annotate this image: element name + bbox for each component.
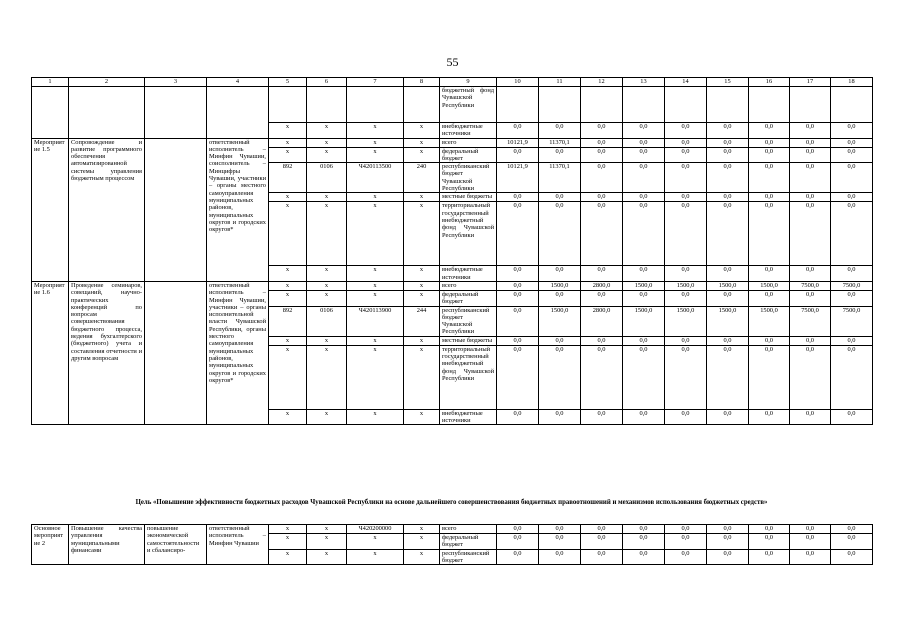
table-cell [145, 87, 207, 139]
source-cell: внебюджетные источники [440, 123, 497, 139]
table-cell: x [404, 123, 440, 139]
table-row [32, 87, 873, 123]
table-cell: x [404, 281, 440, 290]
value-cell: 7500,0 [790, 281, 831, 290]
table-cell [749, 87, 790, 123]
value-cell: 0,0 [539, 336, 581, 345]
value-cell: 0,0 [831, 549, 873, 565]
value-cell: 0,0 [623, 525, 665, 534]
table-cell [831, 87, 873, 123]
table-cell [269, 87, 307, 123]
value-cell: 0,0 [623, 266, 665, 282]
value-cell: 11370,1 [539, 163, 581, 193]
table-cell: x [269, 409, 307, 425]
table-cell: x [269, 202, 307, 266]
measure-name: Сопровождение и развитие программного обеспечения автоматизированной системы управления бюджетным процессом [69, 138, 145, 281]
source-cell: республиканский бюджет [440, 549, 497, 565]
value-cell: 0,0 [749, 290, 790, 306]
value-cell: 0,0 [749, 534, 790, 550]
value-cell: 0,0 [581, 123, 623, 139]
value-cell: 0,0 [831, 290, 873, 306]
table-cell [665, 87, 707, 123]
column-number: 15 [707, 78, 749, 87]
source-cell: федеральный бюджет [440, 290, 497, 306]
table-cell: x [404, 525, 440, 534]
table-cell: x [307, 147, 347, 163]
value-cell: 0,0 [831, 409, 873, 425]
value-cell: 0,0 [707, 147, 749, 163]
value-cell: 0,0 [539, 147, 581, 163]
value-cell: 1500,0 [665, 306, 707, 336]
measure-code: Мероприятие 1.5 [32, 138, 69, 281]
table-cell: x [307, 549, 347, 565]
value-cell: 0,0 [581, 193, 623, 202]
value-cell: 0,0 [581, 202, 623, 266]
value-cell: 0,0 [831, 525, 873, 534]
table-cell: x [404, 290, 440, 306]
measure-executor: ответственный исполнитель – Минфин Чувашии, соисполнитель – Минцифры Чувашии, участники – органы местного самоуправления муниципальных районов, муниципальных округов и городских округов* [207, 138, 269, 281]
value-cell: 0,0 [831, 123, 873, 139]
value-cell: 1500,0 [707, 306, 749, 336]
table-cell: x [404, 549, 440, 565]
column-number: 1 [32, 78, 69, 87]
column-number: 12 [581, 78, 623, 87]
value-cell: 0,0 [497, 345, 539, 409]
source-cell: внебюджетные источники [440, 409, 497, 425]
table-cell: x [404, 147, 440, 163]
value-cell: 0,0 [749, 193, 790, 202]
value-cell: 0,0 [707, 525, 749, 534]
table-cell: x [269, 193, 307, 202]
value-cell: 1500,0 [665, 281, 707, 290]
table-cell: x [404, 193, 440, 202]
table-cell [207, 87, 269, 139]
table-cell: x [307, 290, 347, 306]
table-cell: x [347, 123, 404, 139]
value-cell: 0,0 [581, 138, 623, 147]
table-cell: x [404, 202, 440, 266]
value-cell: 0,0 [749, 525, 790, 534]
table-cell: x [269, 123, 307, 139]
header-row [32, 78, 873, 87]
value-cell: 0,0 [665, 266, 707, 282]
table-cell: x [404, 266, 440, 282]
source-cell: внебюджетные источники [440, 266, 497, 282]
value-cell: 0,0 [790, 193, 831, 202]
source-cell: всего [440, 138, 497, 147]
value-cell: 0,0 [831, 147, 873, 163]
value-cell: 0,0 [581, 290, 623, 306]
value-cell: 0,0 [707, 345, 749, 409]
goal-heading: Цель «Повышение эффективности бюджетных расходов Чувашской Республики на основе дальнейшего совершенствования бюджетных правоотношений и механизмов использования бюджетных средств» [135, 499, 768, 506]
value-cell: 1500,0 [623, 281, 665, 290]
value-cell: 0,0 [749, 202, 790, 266]
table-cell: x [269, 345, 307, 409]
value-cell: 0,0 [707, 336, 749, 345]
value-cell: 0,0 [665, 525, 707, 534]
budget-table-goal [31, 524, 873, 565]
value-cell: 0,0 [539, 409, 581, 425]
source-cell: федеральный бюджет [440, 534, 497, 550]
table-cell [404, 87, 440, 123]
value-cell: 0,0 [497, 534, 539, 550]
value-cell: 0,0 [831, 336, 873, 345]
table-cell: x [404, 138, 440, 147]
column-number: 7 [347, 78, 404, 87]
value-cell: 10121,9 [497, 138, 539, 147]
source-cell: местные бюджеты [440, 193, 497, 202]
value-cell: 0,0 [707, 163, 749, 193]
value-cell: 0,0 [539, 290, 581, 306]
value-cell: 0,0 [497, 290, 539, 306]
column-number: 17 [790, 78, 831, 87]
table-cell: x [307, 336, 347, 345]
table-cell: 892 [269, 163, 307, 193]
value-cell: 0,0 [581, 549, 623, 565]
table-cell [32, 87, 69, 139]
table-cell: x [347, 202, 404, 266]
value-cell: 0,0 [539, 525, 581, 534]
value-cell: 0,0 [665, 409, 707, 425]
table-cell: Ч420113900 [347, 306, 404, 336]
table-cell: x [307, 138, 347, 147]
value-cell: 0,0 [790, 409, 831, 425]
table-cell: x [404, 345, 440, 409]
table-row [32, 281, 873, 290]
value-cell: 0,0 [707, 138, 749, 147]
value-cell: 0,0 [749, 147, 790, 163]
value-cell: 1500,0 [539, 306, 581, 336]
column-number: 18 [831, 78, 873, 87]
value-cell: 0,0 [623, 409, 665, 425]
value-cell: 0,0 [831, 138, 873, 147]
value-cell: 0,0 [665, 534, 707, 550]
value-cell: 0,0 [623, 290, 665, 306]
column-number: 6 [307, 78, 347, 87]
column-number: 3 [145, 78, 207, 87]
value-cell: 0,0 [790, 549, 831, 565]
column-number: 10 [497, 78, 539, 87]
table-cell: x [269, 147, 307, 163]
value-cell: 0,0 [831, 193, 873, 202]
value-cell: 0,0 [581, 163, 623, 193]
value-cell: 0,0 [623, 534, 665, 550]
table-cell: Ч420113500 [347, 163, 404, 193]
value-cell: 2800,0 [581, 281, 623, 290]
table-cell [623, 87, 665, 123]
source-cell: федеральный бюджет [440, 147, 497, 163]
value-cell: 0,0 [497, 281, 539, 290]
table-cell: x [347, 409, 404, 425]
value-cell: 0,0 [749, 409, 790, 425]
value-cell: 1500,0 [707, 281, 749, 290]
value-cell: 2800,0 [581, 306, 623, 336]
value-cell: 1500,0 [749, 306, 790, 336]
value-cell: 0,0 [749, 123, 790, 139]
value-cell: 0,0 [665, 290, 707, 306]
table-cell [307, 87, 347, 123]
value-cell: 0,0 [665, 202, 707, 266]
source-cell: бюджетный фонд Чувашской Республики [440, 87, 497, 123]
table-cell: x [347, 336, 404, 345]
measure-target [145, 281, 207, 424]
value-cell: 0,0 [539, 266, 581, 282]
value-cell: 0,0 [665, 123, 707, 139]
value-cell: 0,0 [707, 202, 749, 266]
table-cell: 244 [404, 306, 440, 336]
value-cell: 0,0 [539, 345, 581, 409]
source-cell: местные бюджеты [440, 336, 497, 345]
column-number: 11 [539, 78, 581, 87]
value-cell: 0,0 [749, 336, 790, 345]
table-cell: x [269, 534, 307, 550]
value-cell: 0,0 [707, 534, 749, 550]
value-cell: 0,0 [790, 202, 831, 266]
value-cell: 0,0 [539, 534, 581, 550]
value-cell: 0,0 [623, 336, 665, 345]
source-cell: территориальный государственный внебюджетный фонд Чувашской Республики [440, 202, 497, 266]
value-cell: 0,0 [665, 345, 707, 409]
value-cell: 0,0 [790, 534, 831, 550]
value-cell: 0,0 [749, 138, 790, 147]
table-cell: x [269, 336, 307, 345]
value-cell: 0,0 [665, 549, 707, 565]
value-cell: 0,0 [790, 336, 831, 345]
value-cell: 0,0 [707, 193, 749, 202]
value-cell: 0,0 [790, 290, 831, 306]
value-cell: 7500,0 [790, 306, 831, 336]
value-cell: 0,0 [497, 193, 539, 202]
value-cell: 0,0 [539, 549, 581, 565]
value-cell: 0,0 [749, 266, 790, 282]
table-cell [497, 87, 539, 123]
source-cell: всего [440, 281, 497, 290]
table-cell: x [347, 138, 404, 147]
table-cell: 892 [269, 306, 307, 336]
column-number: 2 [69, 78, 145, 87]
value-cell: 0,0 [581, 534, 623, 550]
column-number: 5 [269, 78, 307, 87]
table-cell: x [307, 202, 347, 266]
value-cell: 0,0 [707, 409, 749, 425]
measure-name: Проведение семинаров, совещаний, научно-практических конференций по вопросам совершенствования бюджетного процесса, ведения бухгалтерского (бюджетного) учета и составления отчетности и другим вопросам [69, 281, 145, 424]
value-cell: 0,0 [665, 163, 707, 193]
table-cell: x [404, 336, 440, 345]
value-cell: 1500,0 [539, 281, 581, 290]
value-cell: 0,0 [497, 525, 539, 534]
table-cell [581, 87, 623, 123]
measure-code: Мероприятие 1.6 [32, 281, 69, 424]
table-cell: x [347, 266, 404, 282]
table-cell: 0106 [307, 306, 347, 336]
value-cell: 0,0 [581, 409, 623, 425]
value-cell: 0,0 [497, 306, 539, 336]
value-cell: 0,0 [497, 409, 539, 425]
value-cell: 0,0 [790, 163, 831, 193]
value-cell: 0,0 [831, 534, 873, 550]
value-cell: 0,0 [790, 147, 831, 163]
table-cell: x [347, 290, 404, 306]
value-cell: 1500,0 [623, 306, 665, 336]
value-cell: 0,0 [749, 345, 790, 409]
table-cell: x [307, 281, 347, 290]
column-number: 14 [665, 78, 707, 87]
table-cell: x [347, 345, 404, 409]
value-cell: 0,0 [581, 345, 623, 409]
value-cell: 0,0 [749, 163, 790, 193]
source-cell: всего [440, 525, 497, 534]
value-cell: 0,0 [497, 202, 539, 266]
table-cell: x [404, 534, 440, 550]
value-cell: 0,0 [497, 266, 539, 282]
value-cell: 0,0 [665, 336, 707, 345]
value-cell: 0,0 [581, 147, 623, 163]
column-number: 9 [440, 78, 497, 87]
table-cell: x [307, 193, 347, 202]
value-cell: 1500,0 [749, 281, 790, 290]
table-cell: x [307, 534, 347, 550]
page-number: 55 [446, 55, 459, 69]
value-cell: 0,0 [665, 138, 707, 147]
value-cell: 0,0 [497, 549, 539, 565]
value-cell: 0,0 [665, 147, 707, 163]
value-cell: 0,0 [707, 549, 749, 565]
table-cell: x [269, 138, 307, 147]
value-cell: 0,0 [790, 266, 831, 282]
table-cell: x [307, 345, 347, 409]
value-cell: 0,0 [539, 123, 581, 139]
value-cell: 11370,1 [539, 138, 581, 147]
column-number: 16 [749, 78, 790, 87]
table-cell: x [347, 193, 404, 202]
table-cell: x [307, 525, 347, 534]
table-row [32, 138, 873, 147]
table-row [32, 525, 873, 534]
table-cell: x [269, 290, 307, 306]
value-cell: 10121,9 [497, 163, 539, 193]
table-cell: x [347, 549, 404, 565]
value-cell: 7500,0 [831, 281, 873, 290]
source-cell: республиканский бюджет Чувашской Республики [440, 163, 497, 193]
value-cell: 0,0 [581, 525, 623, 534]
table-cell: x [404, 409, 440, 425]
column-number: 8 [404, 78, 440, 87]
value-cell: 0,0 [623, 163, 665, 193]
value-cell: 7500,0 [831, 306, 873, 336]
value-cell: 0,0 [831, 345, 873, 409]
value-cell: 0,0 [623, 193, 665, 202]
value-cell: 0,0 [623, 549, 665, 565]
table-cell: x [347, 534, 404, 550]
measure-target [145, 138, 207, 281]
source-cell: республиканский бюджет Чувашской Республики [440, 306, 497, 336]
value-cell: 0,0 [790, 525, 831, 534]
value-cell: 0,0 [790, 345, 831, 409]
measure-code: Основное мероприятие 2 [32, 525, 69, 565]
value-cell: 0,0 [707, 290, 749, 306]
table-cell [707, 87, 749, 123]
value-cell: 0,0 [749, 549, 790, 565]
table-cell [790, 87, 831, 123]
value-cell: 0,0 [623, 345, 665, 409]
table-cell: Ч420200000 [347, 525, 404, 534]
table-cell: x [307, 409, 347, 425]
value-cell: 0,0 [831, 266, 873, 282]
value-cell: 0,0 [790, 138, 831, 147]
value-cell: 0,0 [665, 193, 707, 202]
value-cell: 0,0 [831, 202, 873, 266]
table-cell: x [347, 281, 404, 290]
value-cell: 0,0 [831, 163, 873, 193]
value-cell: 0,0 [497, 147, 539, 163]
table-cell: x [269, 549, 307, 565]
value-cell: 0,0 [707, 123, 749, 139]
value-cell: 0,0 [707, 266, 749, 282]
table-cell: x [347, 147, 404, 163]
measure-executor: ответственный исполнитель – Минфин Чувашии, участники – органы исполнительной власти Чувашской Республики, органы местного самоуправления муниципальных районов, муниципальных округов и городских округов* [207, 281, 269, 424]
value-cell: 0,0 [623, 147, 665, 163]
table-cell: x [307, 266, 347, 282]
source-cell: территориальный государственный внебюджетный фонд Чувашской Республики [440, 345, 497, 409]
table-cell: x [269, 266, 307, 282]
value-cell: 0,0 [623, 202, 665, 266]
value-cell: 0,0 [623, 123, 665, 139]
table-cell: 240 [404, 163, 440, 193]
value-cell: 0,0 [497, 123, 539, 139]
column-number: 13 [623, 78, 665, 87]
column-number: 4 [207, 78, 269, 87]
table-cell [69, 87, 145, 139]
value-cell: 0,0 [581, 336, 623, 345]
value-cell: 0,0 [790, 123, 831, 139]
value-cell: 0,0 [623, 138, 665, 147]
table-cell [347, 87, 404, 123]
value-cell: 0,0 [497, 336, 539, 345]
table-cell: 0106 [307, 163, 347, 193]
table-cell: x [269, 281, 307, 290]
budget-table [31, 77, 873, 425]
table-cell: x [307, 123, 347, 139]
value-cell: 0,0 [581, 266, 623, 282]
value-cell: 0,0 [539, 202, 581, 266]
table-cell: x [269, 525, 307, 534]
table-cell [539, 87, 581, 123]
measure-name: Повышение качества управления муниципальными финансами [69, 525, 145, 565]
value-cell: 0,0 [539, 193, 581, 202]
measure-target: повышение экономической самостоятельности и сбалансиро- [145, 525, 207, 565]
measure-executor: ответственный исполнитель – Минфин Чувашии [207, 525, 269, 565]
